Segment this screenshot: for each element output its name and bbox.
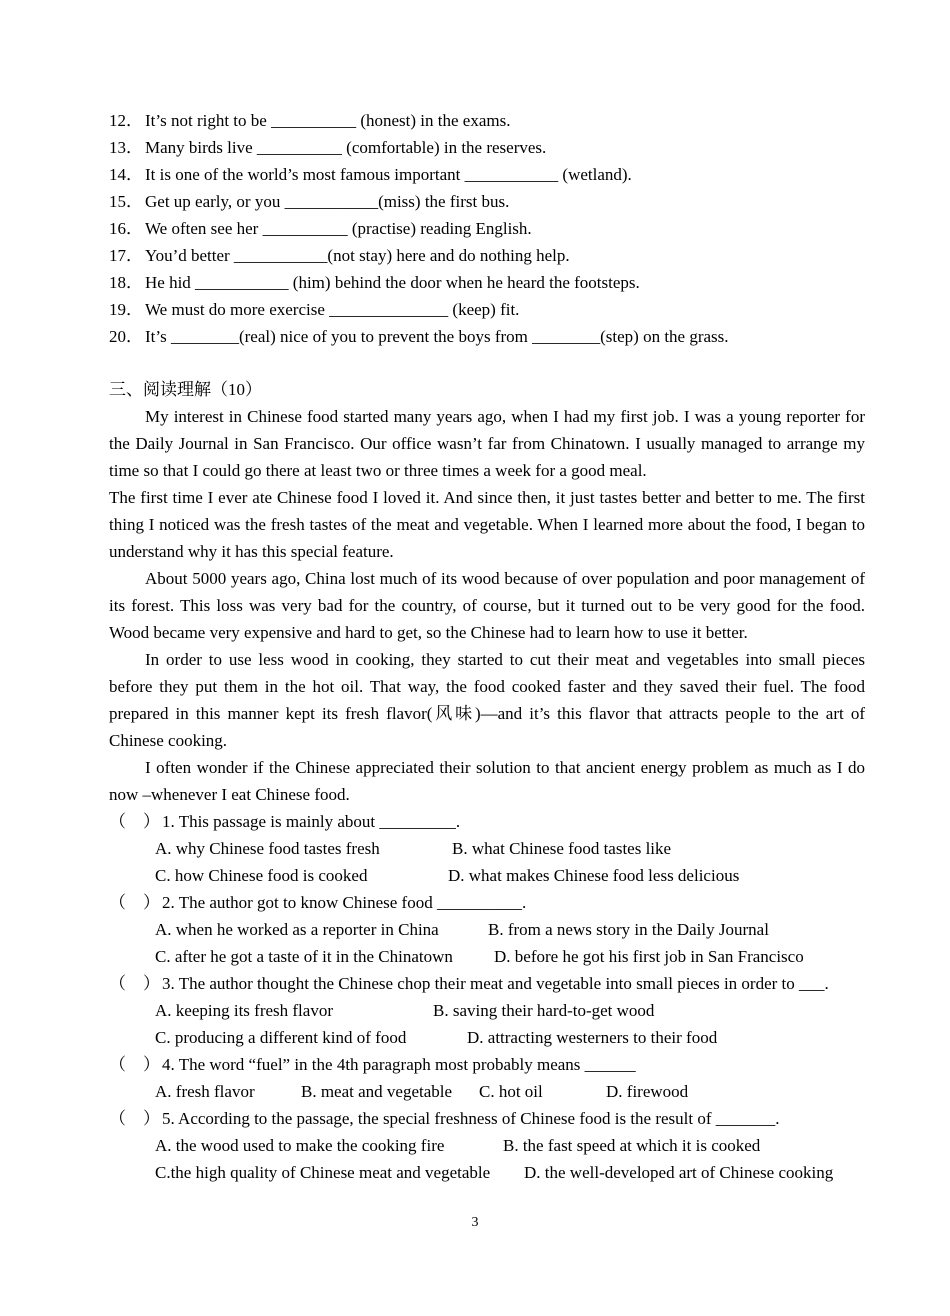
fill-blank-item: 16． We often see her __________ (practise) reading English. — [109, 219, 532, 238]
fill-blank-item: 18． He hid ___________ (him) behind the door when he heard the footsteps. — [109, 273, 640, 292]
option: B. the fast speed at which it is cooked — [503, 1136, 761, 1155]
option: B. meat and vegetable — [301, 1082, 453, 1101]
option: D. what makes Chinese food less delicious — [448, 866, 740, 885]
passage-paragraph: My interest in Chinese food started many years ago, when I had my first job. I was a young reporter for the Daily Journal in San Francisco. Our office wasn’t far from Chinatown. I usually managed to arrange my time so that I could go there at least two or three times a week for a good meal. — [109, 407, 865, 480]
passage-paragraph: I often wonder if the Chinese appreciated their solution to that ancient energy problem as much as I do now –whenever I eat Chinese food. — [109, 758, 865, 804]
option: D. the well-developed art of Chinese cooking — [524, 1163, 834, 1182]
option: A. why Chinese food tastes fresh — [155, 839, 380, 858]
option: D. firewood — [606, 1082, 689, 1101]
answer-bracket: （ ） — [109, 812, 160, 831]
question-list — [109, 808, 865, 1186]
answer-bracket: （ ） — [109, 974, 160, 993]
option-row — [109, 916, 865, 943]
option-row — [109, 1024, 865, 1051]
option: A. when he worked as a reporter in China — [155, 920, 439, 939]
option: D. attracting westerners to their food — [467, 1028, 718, 1047]
option: C.the high quality of Chinese meat and vegetable — [155, 1163, 491, 1182]
option: A. keeping its fresh flavor — [155, 1001, 333, 1020]
answer-bracket: （ ） — [109, 893, 160, 912]
option: C. how Chinese food is cooked — [155, 866, 368, 885]
question-stem: （ ） 2. The author got to know Chinese food __________. — [109, 889, 865, 916]
passage-paragraph: The first time I ever ate Chinese food I loved it. And since then, it just tastes better and better to me. The first thing I noticed was the fresh tastes of the meat and vegetable. When I learned more about the food, I began to understand why it has this special feature. — [109, 488, 865, 561]
passage-paragraph: In order to use less wood in cooking, they started to cut their meat and vegetables into small pieces before they put them in the hot oil. That way, the food cooked faster and they saved their fuel. The food prepared in this manner kept its fresh flavor(风味)—and it’s this flavor that attracts people to the art of Chinese cooking. — [109, 650, 865, 750]
option-row — [109, 997, 865, 1024]
option: C. after he got a taste of it in the Chinatown — [155, 947, 453, 966]
option: B. what Chinese food tastes like — [452, 839, 672, 858]
document-page — [109, 107, 865, 1186]
fill-blank-item: 12． It’s not right to be __________ (honest) in the exams. — [109, 111, 511, 130]
fill-blank-item: 15． Get up early, or you ___________(miss) the first bus. — [109, 192, 510, 211]
question-stem: （ ） 3. The author thought the Chinese chop their meat and vegetable into small pieces in order to ___. — [109, 970, 865, 997]
answer-bracket: （ ） — [109, 1055, 160, 1074]
section-title: 三、阅读理解（10） — [109, 380, 262, 399]
option: C. hot oil — [479, 1082, 543, 1101]
fill-blank-item: 19． We must do more exercise ______________ (keep) fit. — [109, 300, 520, 319]
question-stem: （ ） 5. According to the passage, the special freshness of Chinese food is the result of _______. — [109, 1105, 865, 1132]
option-row — [109, 943, 865, 970]
option: A. fresh flavor — [155, 1082, 255, 1101]
question-stem: （ ） 4. The word “fuel” in the 4th paragraph most probably means ______ — [109, 1051, 865, 1078]
option-row — [109, 1078, 865, 1105]
option-row — [109, 835, 865, 862]
option: B. from a news story in the Daily Journal — [488, 920, 769, 939]
page-number: 3 — [471, 1215, 479, 1230]
option-row — [109, 1132, 865, 1159]
option-row — [109, 862, 865, 889]
fill-blank-item: 17． You’d better ___________(not stay) here and do nothing help. — [109, 246, 570, 265]
reading-passage — [109, 403, 865, 808]
fill-blank-item: 14． It is one of the world’s most famous important ___________ (wetland). — [109, 165, 632, 184]
fill-blank-item: 20． It’s ________(real) nice of you to prevent the boys from ________(step) on the grass. — [109, 327, 729, 346]
option: D. before he got his first job in San Francisco — [494, 947, 804, 966]
option: C. producing a different kind of food — [155, 1028, 407, 1047]
option: A. the wood used to make the cooking fire — [155, 1136, 445, 1155]
fill-blank-item: 13． Many birds live __________ (comfortable) in the reserves. — [109, 138, 547, 157]
fill-blank-list — [109, 107, 865, 350]
option-row — [109, 1159, 865, 1186]
option: B. saving their hard-to-get wood — [433, 1001, 655, 1020]
answer-bracket: （ ） — [109, 1109, 160, 1128]
question-stem: （ ） 1. This passage is mainly about _________. — [109, 808, 865, 835]
passage-paragraph: About 5000 years ago, China lost much of its wood because of over population and poor management of its forest. This loss was very bad for the country, of course, but it turned out to be very good for the food. Wood became very expensive and hard to get, so the Chinese had to learn how to use it better. — [109, 569, 865, 642]
